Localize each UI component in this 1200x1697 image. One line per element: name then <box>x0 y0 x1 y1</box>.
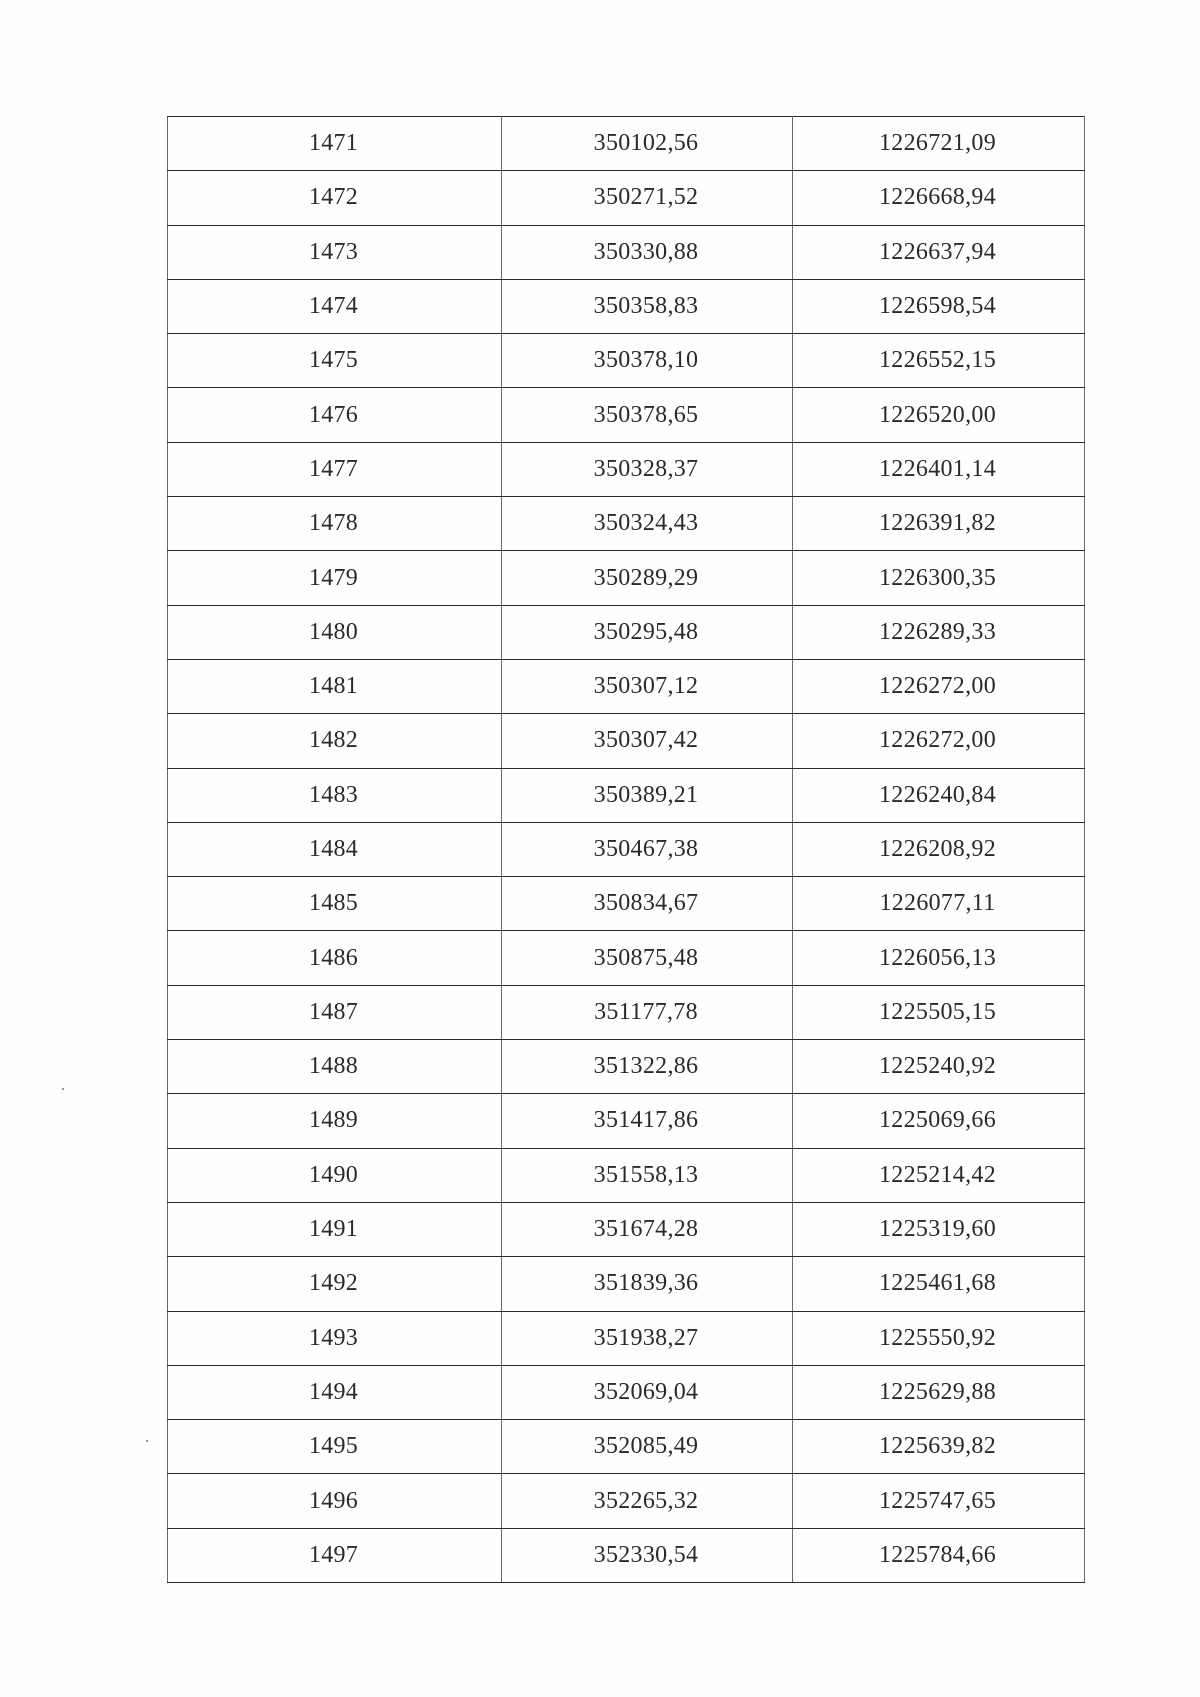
y-coordinate-cell: 1225629,88 <box>793 1365 1085 1419</box>
y-coordinate-cell: 1226552,15 <box>793 334 1085 388</box>
point-number-cell: 1477 <box>168 442 502 496</box>
y-coordinate-cell: 1226391,82 <box>793 497 1085 551</box>
x-coordinate-cell: 350307,12 <box>502 659 793 713</box>
x-coordinate-cell: 352265,32 <box>502 1474 793 1528</box>
y-coordinate-cell: 1226598,54 <box>793 279 1085 333</box>
point-number-cell: 1497 <box>168 1528 502 1582</box>
point-number-cell: 1483 <box>168 768 502 822</box>
point-number-cell: 1495 <box>168 1420 502 1474</box>
point-number-cell: 1482 <box>168 714 502 768</box>
y-coordinate-cell: 1226240,84 <box>793 768 1085 822</box>
coordinates-table-body <box>168 117 1085 1583</box>
table-row <box>168 1040 1085 1094</box>
y-coordinate-cell: 1225550,92 <box>793 1311 1085 1365</box>
x-coordinate-cell: 351417,86 <box>502 1094 793 1148</box>
point-number-cell: 1478 <box>168 497 502 551</box>
x-coordinate-cell: 350289,29 <box>502 551 793 605</box>
x-coordinate-cell: 351558,13 <box>502 1148 793 1202</box>
table-row <box>168 117 1085 171</box>
point-number-cell: 1493 <box>168 1311 502 1365</box>
table-row <box>168 659 1085 713</box>
x-coordinate-cell: 351839,36 <box>502 1257 793 1311</box>
y-coordinate-cell: 1225214,42 <box>793 1148 1085 1202</box>
table-row <box>168 605 1085 659</box>
x-coordinate-cell: 350307,42 <box>502 714 793 768</box>
point-number-cell: 1492 <box>168 1257 502 1311</box>
x-coordinate-cell: 350330,88 <box>502 225 793 279</box>
y-coordinate-cell: 1226289,33 <box>793 605 1085 659</box>
y-coordinate-cell: 1225505,15 <box>793 985 1085 1039</box>
table-row <box>168 714 1085 768</box>
x-coordinate-cell: 351322,86 <box>502 1040 793 1094</box>
x-coordinate-cell: 350358,83 <box>502 279 793 333</box>
point-number-cell: 1489 <box>168 1094 502 1148</box>
point-number-cell: 1479 <box>168 551 502 605</box>
x-coordinate-cell: 351177,78 <box>502 985 793 1039</box>
y-coordinate-cell: 1225784,66 <box>793 1528 1085 1582</box>
x-coordinate-cell: 350467,38 <box>502 822 793 876</box>
x-coordinate-cell: 350875,48 <box>502 931 793 985</box>
x-coordinate-cell: 351674,28 <box>502 1202 793 1256</box>
y-coordinate-cell: 1225240,92 <box>793 1040 1085 1094</box>
table-row <box>168 497 1085 551</box>
table-row <box>168 1528 1085 1582</box>
scan-speck <box>62 1088 64 1090</box>
x-coordinate-cell: 352069,04 <box>502 1365 793 1419</box>
point-number-cell: 1490 <box>168 1148 502 1202</box>
point-number-cell: 1474 <box>168 279 502 333</box>
table-row <box>168 985 1085 1039</box>
table-row <box>168 1420 1085 1474</box>
y-coordinate-cell: 1226077,11 <box>793 877 1085 931</box>
table-row <box>168 877 1085 931</box>
table-row <box>168 551 1085 605</box>
x-coordinate-cell: 350378,65 <box>502 388 793 442</box>
point-number-cell: 1496 <box>168 1474 502 1528</box>
point-number-cell: 1488 <box>168 1040 502 1094</box>
y-coordinate-cell: 1225747,65 <box>793 1474 1085 1528</box>
table-row <box>168 388 1085 442</box>
table-row <box>168 1094 1085 1148</box>
table-row <box>168 1202 1085 1256</box>
table-row <box>168 931 1085 985</box>
y-coordinate-cell: 1226056,13 <box>793 931 1085 985</box>
table-row <box>168 279 1085 333</box>
scan-speck <box>146 1440 148 1442</box>
point-number-cell: 1486 <box>168 931 502 985</box>
y-coordinate-cell: 1226637,94 <box>793 225 1085 279</box>
table-row <box>168 1257 1085 1311</box>
y-coordinate-cell: 1226520,00 <box>793 388 1085 442</box>
table-row <box>168 1365 1085 1419</box>
coordinates-table <box>167 116 1085 1583</box>
y-coordinate-cell: 1226401,14 <box>793 442 1085 496</box>
point-number-cell: 1484 <box>168 822 502 876</box>
x-coordinate-cell: 352330,54 <box>502 1528 793 1582</box>
x-coordinate-cell: 350328,37 <box>502 442 793 496</box>
point-number-cell: 1481 <box>168 659 502 713</box>
y-coordinate-cell: 1226272,00 <box>793 714 1085 768</box>
point-number-cell: 1472 <box>168 171 502 225</box>
point-number-cell: 1485 <box>168 877 502 931</box>
point-number-cell: 1473 <box>168 225 502 279</box>
table-row <box>168 822 1085 876</box>
point-number-cell: 1491 <box>168 1202 502 1256</box>
table-row <box>168 1474 1085 1528</box>
x-coordinate-cell: 350324,43 <box>502 497 793 551</box>
point-number-cell: 1480 <box>168 605 502 659</box>
point-number-cell: 1471 <box>168 117 502 171</box>
y-coordinate-cell: 1225639,82 <box>793 1420 1085 1474</box>
y-coordinate-cell: 1225319,60 <box>793 1202 1085 1256</box>
point-number-cell: 1487 <box>168 985 502 1039</box>
y-coordinate-cell: 1226300,35 <box>793 551 1085 605</box>
table-row <box>168 334 1085 388</box>
point-number-cell: 1494 <box>168 1365 502 1419</box>
point-number-cell: 1476 <box>168 388 502 442</box>
table-row <box>168 768 1085 822</box>
x-coordinate-cell: 350102,56 <box>502 117 793 171</box>
x-coordinate-cell: 352085,49 <box>502 1420 793 1474</box>
y-coordinate-cell: 1226272,00 <box>793 659 1085 713</box>
table-row <box>168 171 1085 225</box>
table-row <box>168 225 1085 279</box>
table-row <box>168 1148 1085 1202</box>
y-coordinate-cell: 1226721,09 <box>793 117 1085 171</box>
point-number-cell: 1475 <box>168 334 502 388</box>
y-coordinate-cell: 1226668,94 <box>793 171 1085 225</box>
y-coordinate-cell: 1225069,66 <box>793 1094 1085 1148</box>
table-row <box>168 442 1085 496</box>
x-coordinate-cell: 350389,21 <box>502 768 793 822</box>
y-coordinate-cell: 1226208,92 <box>793 822 1085 876</box>
x-coordinate-cell: 350834,67 <box>502 877 793 931</box>
y-coordinate-cell: 1225461,68 <box>793 1257 1085 1311</box>
x-coordinate-cell: 350295,48 <box>502 605 793 659</box>
x-coordinate-cell: 350378,10 <box>502 334 793 388</box>
table-row <box>168 1311 1085 1365</box>
x-coordinate-cell: 351938,27 <box>502 1311 793 1365</box>
x-coordinate-cell: 350271,52 <box>502 171 793 225</box>
